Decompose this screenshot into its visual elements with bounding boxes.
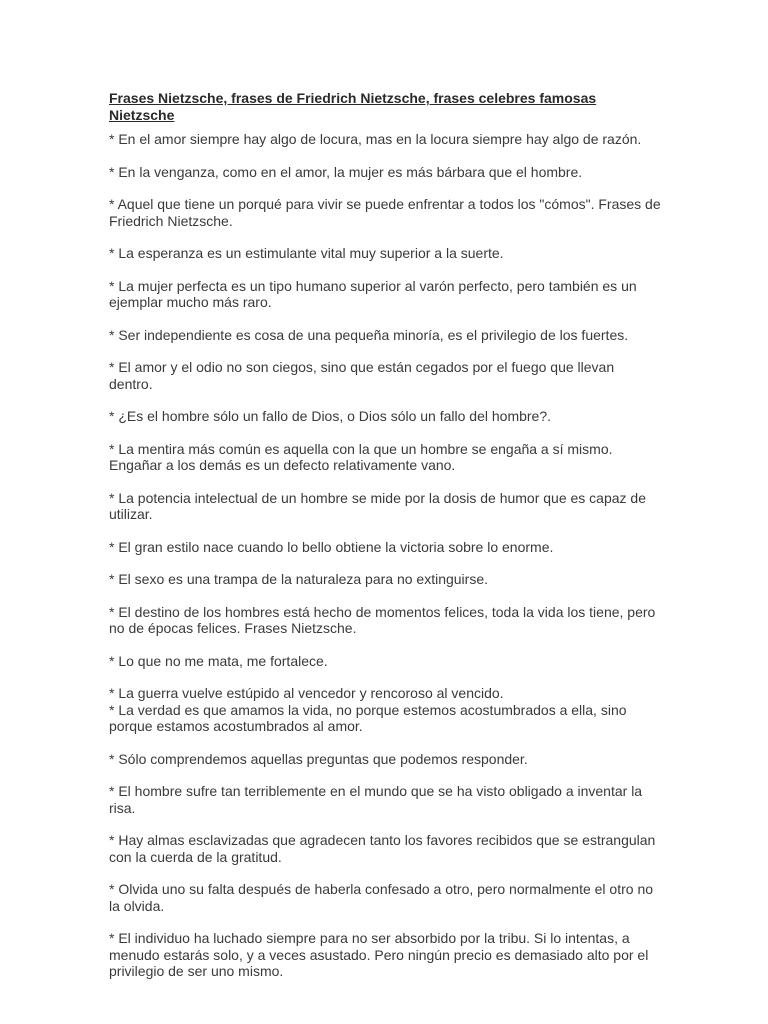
quote-paragraph: * Lo que no me mata, me fortalece. [109, 652, 328, 669]
quote-paragraph: * En el amor siempre hay algo de locura, mas en la locura siempre hay algo de razón. [109, 131, 642, 147]
quote-paragraph: * En la venganza, como en el amor, la mujer es más bárbara que el hombre. [109, 163, 583, 180]
document-title: Frases Nietzsche, frases de Friedrich Nietzsche, frases celebres famosas Nietzsche [109, 90, 597, 123]
quote-paragraph: * La verdad es que amamos la vida, no porque estemos acostumbrados a ella, sino porque estamos acostumbrados al amor. [109, 701, 627, 734]
quote-paragraph: * Ser independiente es cosa de una pequeña minoría, es el privilegio de los fuertes. [109, 326, 629, 343]
quote-paragraph: * El individuo ha luchado siempre para no ser absorbido por la tribu. Si lo intentas, a menudo estarás solo, y a veces asustado. Pero ningún precio es demasiado alto por el privilegio de ser uno mismo. [109, 930, 649, 979]
quote-paragraph: * El amor y el odio no son ciegos, sino que están cegados por el fuego que llevan dentro. [109, 359, 615, 392]
quote-paragraph: * Aquel que tiene un porqué para vivir se puede enfrentar a todos los "cómos". Frases de Friedrich Nietzsche. [109, 196, 661, 229]
quote-paragraph: * ¿Es el hombre sólo un fallo de Dios, o Dios sólo un fallo del hombre?. [109, 408, 552, 424]
quote-paragraph: * La potencia intelectual de un hombre se mide por la dosis de humor que es capaz de utilizar. [109, 489, 647, 522]
quote-paragraph: * La mujer perfecta es un tipo humano superior al varón perfecto, pero también es un ejemplar mucho más raro. [109, 277, 637, 310]
quote-paragraph: * El sexo es una trampa de la naturaleza para no extinguirse. [109, 571, 489, 587]
quote-paragraph: * El gran estilo nace cuando lo bello obtiene la victoria sobre lo enorme. [109, 538, 554, 555]
quote-paragraph: * Hay almas esclavizadas que agradecen tanto los favores recibidos que se estrangulan con la cuerda de la gratitud. [109, 832, 656, 865]
quote-paragraph: * La esperanza es un estimulante vital muy superior a la suerte. [109, 245, 504, 261]
quote-paragraph: * Olvida uno su falta después de haberla confesado a otro, pero normalmente el otro no la olvida. [109, 881, 654, 914]
quote-paragraph: * La mentira más común es aquella con la que un hombre se engaña a sí mismo. Engañar a los demás es un defecto relativamente vano. [109, 440, 613, 473]
document-content [109, 90, 661, 996]
quote-paragraph: * El destino de los hombres está hecho de momentos felices, toda la vida los tiene, pero no de épocas felices. Frases Nietzsche. [109, 603, 656, 636]
quote-paragraph: * La guerra vuelve estúpido al vencedor y rencoroso al vencido. [109, 685, 504, 701]
quote-paragraph: * El hombre sufre tan terriblemente en el mundo que se ha visto obligado a inventar la risa. [109, 783, 643, 816]
quote-paragraph: * Sólo comprendemos aquellas preguntas que podemos responder. [109, 750, 528, 767]
